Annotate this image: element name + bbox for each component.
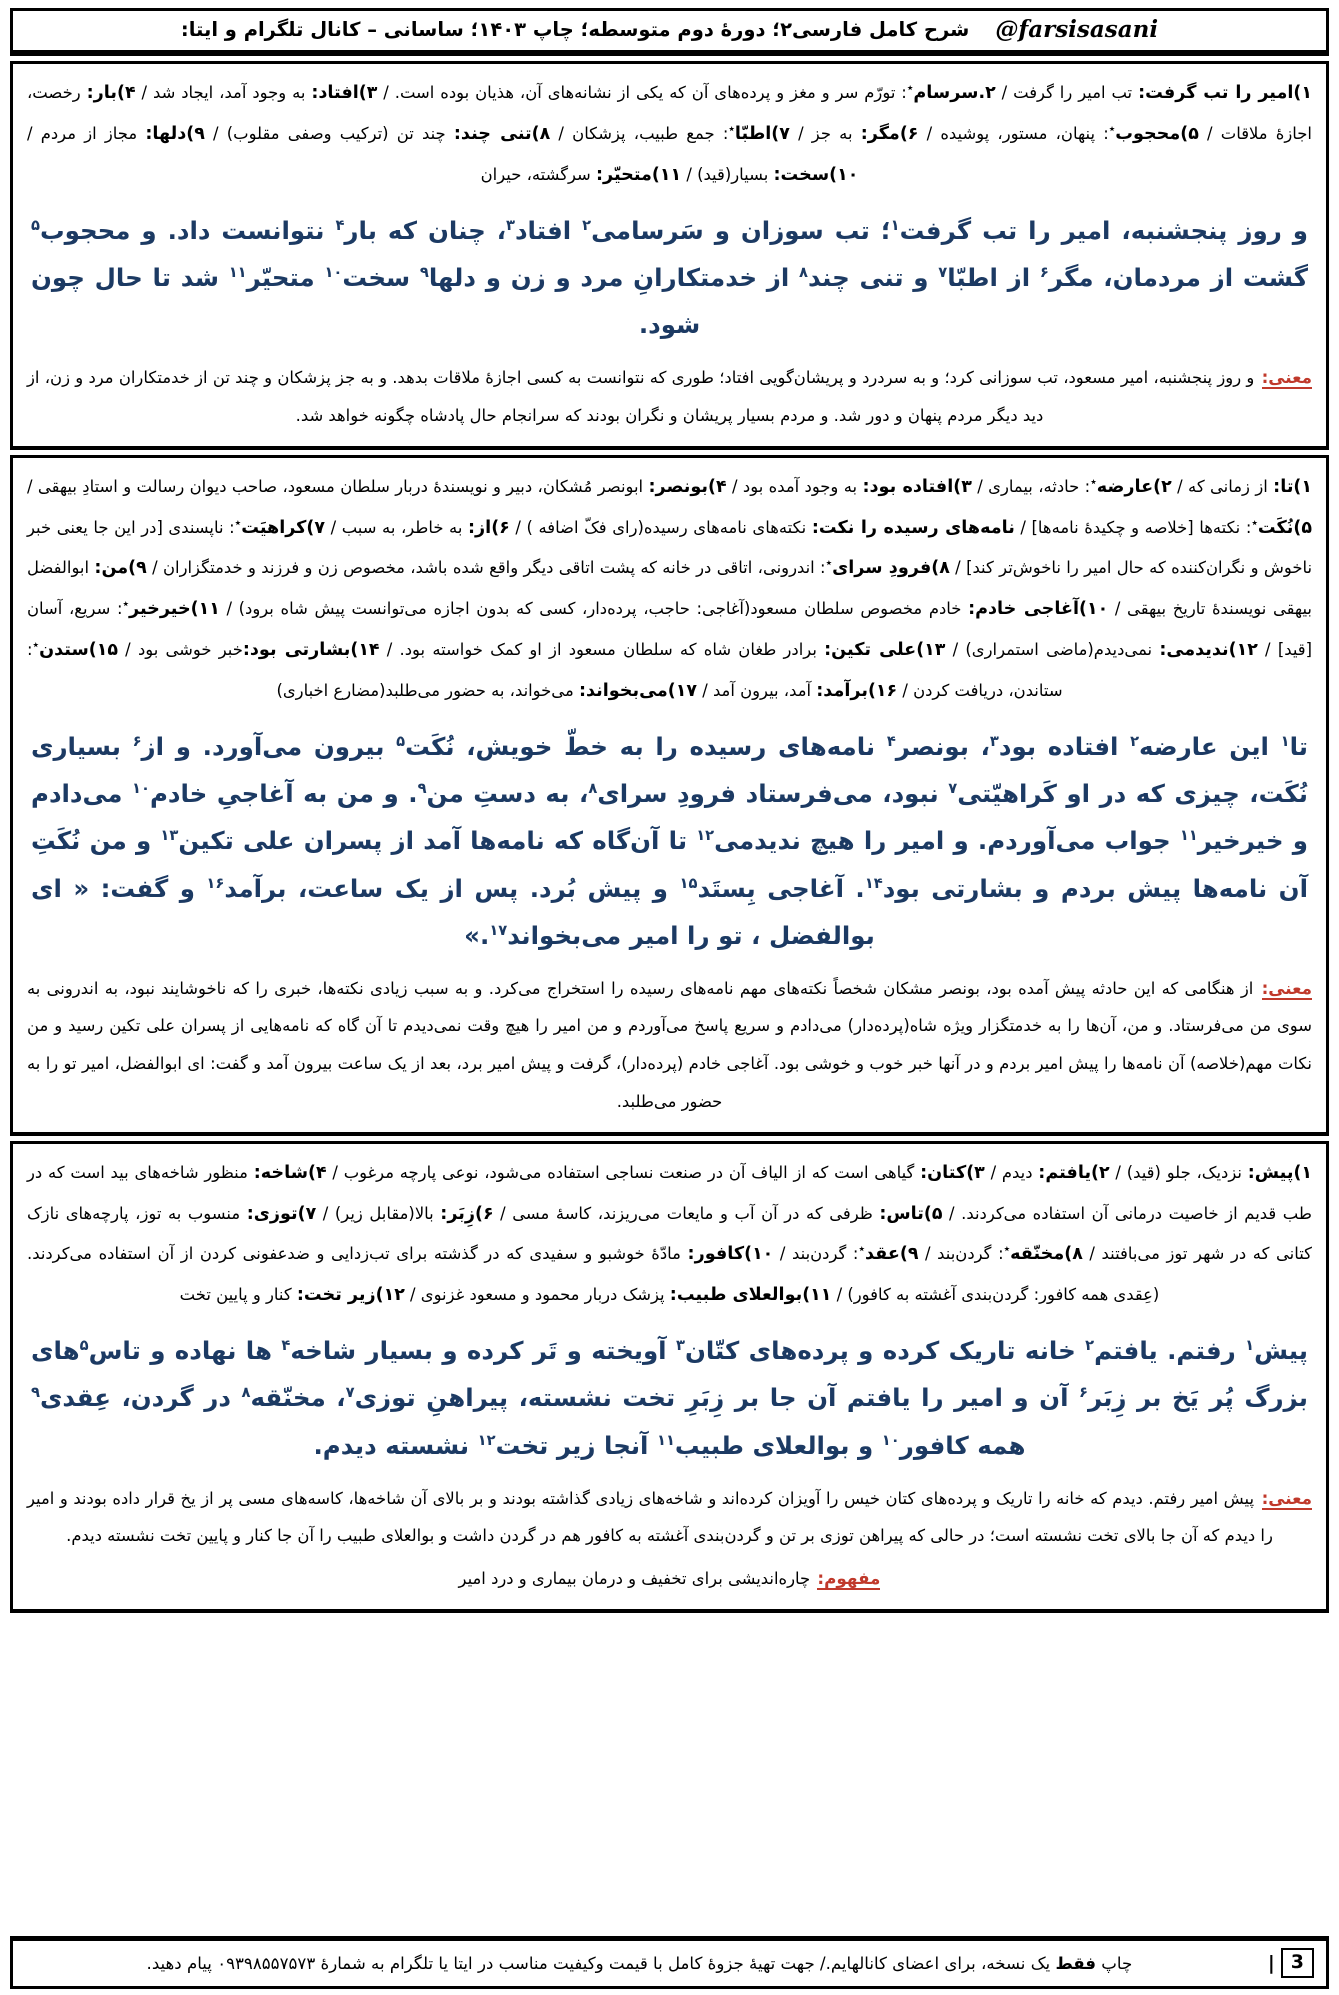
gloss-definition: : گردن‌بند	[792, 1244, 859, 1264]
verse-text-2: تا$^۱$ این عارضه$^۲$ افتاده بود$^۳$، بونصر$^۴$ نامه‌های رسیده را به خطّ خویش، نُکَت$^۵$ بیرون می‌آورد. و از$^۶$ بسیاری نُکَت، چیزی که در او کَراهیّتی$^۷$ نبود، می‌فرستاد فرودِ سرای$^۸$، به دستِ من$^۹$. و من به آغاجیِ خادم$^{۱۰}$ می‌دادم و خیرخیر$^{۱۱}$ جواب می‌آوردم. و امیر را هیچ ندیدمی$^{۱۲}$ تا آن‌گاه که نامه‌ها آمد از پسران علی تکین$^{۱۳}$ و من نُکَتِ آن نامه‌ها پیش بردم و بشارتی بود$^{۱۴}$. آغاجی بِستَد$^{۱۵}$ و پیش بُرد. پس از یک ساعت، برآمد$^{۱۶}$ و گفت: « ای بوالفضل ، تو را امیر می‌بخواند$^{۱۷}$.»	[31, 732, 1309, 950]
meaning-label: معنی:	[1261, 1487, 1312, 1508]
gloss-list-2	[27, 467, 1312, 713]
verse-text-3: پیش$^۱$ رفتم. یافتم$^۲$ خانه تاریک کرده و پرده‌های کتّان$^۳$ آویخته و تَر کرده و بسیار شاخه$^۴$ ها نهاده و تاس$^۵$های بزرگ پُر یَخ بر زِبَر$^۶$ آن و امیر را یافتم آن جا بر زِبَرِ تخت نشسته، پیراهنِ توزی$^۷$، مخنّقه$^۸$ در گردن، عِقدی$^۹$ همه کافور$^{۱۰}$ و بوالعلای طبیب$^{۱۱}$ آنجا زیر تخت$^{۱۲}$ نشسته دیدم.	[31, 1336, 1308, 1460]
verse-footnote-marker: ۲	[1130, 733, 1140, 751]
gloss-headword: خیرخیر	[129, 599, 191, 620]
gloss-definition: چند تن (ترکیب وصفی مقلوب)	[226, 123, 454, 143]
gloss-item	[526, 518, 1014, 537]
gloss-headword: کراهیَت	[241, 517, 307, 538]
gloss-headword: سخت:	[773, 164, 830, 185]
meaning-block-3	[27, 1479, 1312, 1555]
gloss-star-marker: ٭	[1003, 1242, 1011, 1257]
gloss-definition: خبر خوشی بود	[137, 640, 243, 660]
verse-footnote-marker: ۲	[1085, 1337, 1095, 1355]
gloss-item	[792, 1244, 918, 1263]
gloss-definition: : گردن‌بند	[937, 1244, 1004, 1264]
gloss-star-marker: ٭	[234, 515, 242, 530]
gloss-separator: /	[326, 1162, 344, 1182]
gloss-definition: کنار و پایین تخت	[179, 1285, 297, 1305]
gloss-definition: : ناپسندی [در این جا یعنی خبر ناخوش و نگران‌کننده که حال امیر را ناخوش‌تر کند]	[27, 517, 1313, 578]
gloss-headword: بوالعلای طبیب:	[669, 1285, 803, 1306]
gloss-item	[988, 474, 1172, 497]
gloss-item	[743, 477, 972, 496]
gloss-headword: عارضه	[1096, 476, 1154, 497]
gloss-definition: به خاطر، به سبب	[341, 517, 468, 537]
gloss-number: ۵)	[923, 1203, 943, 1224]
gloss-separator: /	[117, 640, 138, 660]
gloss-number: ۳)	[966, 1162, 985, 1183]
gloss-item	[1127, 1163, 1312, 1182]
gloss-number: ۳)	[953, 476, 972, 497]
gloss-definition: مادّهٔ خوشبو و سفیدی که در گذشته برای تب‌زدایی و ضدعفونی کردن از آن استفاده می‌کردند.(عِقدی همه کافور: گردن‌بندی آغشته به کافور)	[27, 1244, 1160, 1305]
gloss-number: ۷)	[306, 517, 325, 538]
gloss-item	[153, 83, 377, 102]
gloss-number: ۶)	[475, 1203, 494, 1224]
gloss-number: ۸)	[1064, 1244, 1083, 1265]
gloss-number: ۵)	[1293, 517, 1312, 538]
gloss-item	[512, 1204, 942, 1223]
gloss-definition: ابوالفضل بیهقی نویسندهٔ تاریخ بیهقی	[27, 558, 1312, 619]
gloss-headword: زِبَر:	[440, 1203, 476, 1224]
gloss-definition: می‌خواند، به حضور می‌طلبد(مضارع اخباری)	[276, 681, 579, 701]
gloss-item	[812, 124, 919, 143]
footer-note-part1: چاپ	[1096, 1953, 1133, 1973]
gloss-headword: پیش:	[1247, 1162, 1294, 1183]
gloss-headword: دلها:	[145, 123, 187, 144]
gloss-number: ۱۰)	[744, 1244, 774, 1265]
verse-footnote-marker: ۱۳	[160, 827, 179, 845]
gloss-separator: /	[918, 123, 941, 143]
gloss-item	[940, 121, 1199, 144]
gloss-number: ۹)	[899, 1244, 919, 1265]
footer-note-emphasis: فقط	[1055, 1953, 1097, 1973]
gloss-separator: /	[219, 599, 239, 619]
concept-block-3	[27, 1559, 1312, 1598]
gloss-item	[180, 1285, 405, 1304]
gloss-item	[400, 640, 946, 659]
page-footer	[10, 1936, 1329, 1989]
verse-footnote-marker: ۱۱	[228, 263, 247, 281]
gloss-item	[41, 124, 205, 143]
gloss-headword: نامه‌های رسیده را نکت:	[811, 517, 1015, 538]
gloss-definition: برادر طغان شاه که سلطان مسعود از او کمک خواسته بود.	[399, 640, 825, 660]
verse-footnote-marker: ۱	[890, 216, 900, 234]
gloss-definition: گیاهی است که از الیاف آن در صنعت نساجی استفاده می‌شود، نوعی پارچه مرغوب	[343, 1162, 921, 1182]
gloss-separator: /	[789, 123, 812, 143]
verse-footnote-marker: ۱۷	[489, 921, 508, 939]
gloss-item	[335, 1204, 494, 1223]
gloss-headword: یافتم:	[1038, 1162, 1092, 1183]
gloss-definition: خادم مخصوص سلطان مسعود(آغاجی: حاجب، پرده‌دار، کسی که بدون اجازه می‌توانست پیش شاه برود)	[238, 599, 969, 619]
gloss-list-1	[27, 73, 1312, 196]
gloss-number: ۱۰)	[1079, 599, 1109, 620]
gloss-definition: : ستاندن، دریافت کردن	[27, 640, 1063, 701]
verse-footnote-marker: ۶	[1039, 263, 1049, 281]
gloss-headword: متحیّر:	[596, 164, 652, 185]
verse-footnote-marker: ۶	[1079, 1384, 1088, 1402]
gloss-number: ۱۳)	[916, 640, 946, 661]
gloss-separator: /	[316, 1203, 335, 1223]
meaning-block-2	[27, 969, 1312, 1121]
gloss-headword: تاس:	[879, 1203, 924, 1224]
gloss-definition: منظور شاخه‌های بید است که در طب قدیم از خاصیت درمانی آن استفاده می‌کردند.	[27, 1162, 1312, 1223]
gloss-headword: امیر را تب گرفت:	[1138, 83, 1294, 103]
meaning-text: از هنگامی که این حادثه پیش آمده بود، بونصر مشکان شخصاً نکته‌های مهم نامه‌های رسیده را استخراج می‌کرد. و به سبب زیادی نکته‌ها، خبری را که ناخوشایند نبود، به اندرونی به سوی من می‌فرستاد. و من، آن‌ها را به خدمتگزار ویژه شاه(پرده‌دار) می‌دادم و سریع پاسخ می‌آوردم و من امیر را هیچ وقت نمی‌دیدم تا آن گاه که نامه‌هایی از پسران علی تکین رسید و من نکات مهم(خلاصه) آن نامه‌ها را پیش امیر بردم و در آنها خبر خوب و خوشی بود. آغاجی خادم (پرده‌دار)، گرفت و پیش امیر برد، بعد از یک ساعت بیرون آمد و گفت: ای ابوالفضل، امیر تو را به حضور می‌طلبد.	[27, 978, 1312, 1111]
concept-text: چاره‌اندیشی برای تخفیف و درمان بیماری و درد امیر	[458, 1569, 816, 1589]
gloss-item	[713, 681, 897, 700]
gloss-list-3	[27, 1153, 1312, 1317]
gloss-separator: /	[27, 123, 41, 143]
verse-footnote-marker: ۵	[79, 1337, 89, 1355]
gloss-definition: منسوب به توز، پارچه‌های نازک کتانی که در شهر توز می‌بافتند	[27, 1203, 1312, 1264]
gloss-definition: به وجود آمده بود	[742, 476, 863, 496]
verse-footnote-marker: ۵	[396, 733, 406, 751]
gloss-definition: به جز	[811, 123, 861, 143]
gloss-headword: آغاجی خادم:	[968, 599, 1080, 620]
gloss-separator: /	[773, 1244, 793, 1264]
gloss-item	[697, 165, 858, 184]
gloss-headword: مگر:	[860, 123, 900, 144]
verse-footnote-marker: ۱۰	[881, 1431, 900, 1449]
meaning-block-1	[27, 358, 1312, 434]
gloss-number: ۲.	[978, 83, 996, 103]
footer-note	[25, 1954, 1254, 1973]
lesson-section-1	[10, 61, 1329, 450]
gloss-headword: عقد	[865, 1244, 900, 1265]
gloss-number: ۱۱)	[190, 599, 220, 620]
page-number: 3	[1281, 1948, 1314, 1978]
gloss-separator: /	[204, 123, 227, 143]
gloss-separator: /	[995, 83, 1014, 102]
gloss-star-marker: ٭	[906, 80, 914, 95]
gloss-item	[572, 121, 790, 144]
page-number-separator: |	[1267, 1952, 1275, 1974]
gloss-separator: /	[1198, 123, 1221, 143]
meaning-label: معنی:	[1261, 367, 1312, 388]
verse-footnote-marker: ۱	[1245, 1337, 1255, 1355]
gloss-headword: برآمد:	[816, 681, 868, 702]
gloss-number: ۱۷)	[667, 681, 697, 702]
gloss-headword: کتان:	[920, 1162, 967, 1183]
gloss-headword: افتاده بود:	[862, 476, 954, 497]
verse-footnote-marker: ۲	[582, 216, 592, 234]
page-number-group	[1268, 1948, 1314, 1978]
gloss-definition: بالا(مقابل زیر)	[334, 1203, 441, 1223]
verse-footnote-marker: ۴	[886, 733, 896, 751]
gloss-headword: ستدن	[39, 640, 89, 661]
meaning-text: و روز پنجشنبه، امیر مسعود، تب سوزانی کرد؛ و به سردرد و پریشان‌گویی افتاد؛ طوری که نتوانست به کسی اجازهٔ ملاقات بدهد. و به جز پزشکان و چند تن از خدمتکاران مرد و زن، از دید دیگر مردم پنهان و دور شد. و مردم بسیار پریشان و نگران بودند که سرانجام حال پادشاه چگونه خواهد شد.	[27, 368, 1260, 425]
gloss-star-marker: ٭	[728, 121, 735, 136]
gloss-number: ۳)	[358, 83, 378, 103]
concept-label: مفهوم:	[817, 1568, 881, 1589]
gloss-definition: آمد، بیرون آمد	[712, 681, 817, 701]
gloss-separator: /	[1082, 1244, 1102, 1264]
gloss-definition: : جمع طبیب، پزشکان	[572, 123, 729, 143]
gloss-number: ۸)	[931, 558, 950, 579]
gloss-number: ۲)	[1153, 476, 1172, 497]
gloss-headword: تنی چند:	[453, 123, 532, 144]
verse-footnote-marker: ۱۰	[324, 263, 343, 281]
lesson-section-2	[10, 455, 1329, 1136]
gloss-definition: دیدم	[1001, 1162, 1039, 1182]
gloss-number: ۱)	[1293, 83, 1312, 103]
verse-footnote-marker: ۱۲	[696, 827, 715, 845]
gloss-separator: /	[1109, 1162, 1127, 1182]
verse-footnote-marker: ۱۶	[206, 874, 225, 892]
page-title: شرح کامل فارسی۲؛ دورهٔ دوم متوسطه؛ چاپ ۱۴۰۳؛ ساسانی – کانال تلگرام و ایتا:	[180, 18, 970, 41]
gloss-headword: توزی:	[246, 1203, 298, 1224]
gloss-headword: تا:	[1273, 476, 1294, 497]
gloss-separator: /	[681, 164, 698, 184]
gloss-star-marker: ٭	[1251, 515, 1258, 530]
gloss-separator: /	[493, 1203, 513, 1223]
verse-footnote-marker: ۴	[281, 1337, 291, 1355]
gloss-item	[163, 558, 950, 577]
gloss-star-marker: ٭	[32, 637, 40, 652]
gloss-headword: نُکَت	[1257, 517, 1294, 538]
gloss-separator: /	[146, 558, 163, 578]
gloss-number: ۸)	[531, 123, 551, 144]
gloss-star-marker: ٭	[122, 597, 130, 611]
gloss-separator: /	[377, 83, 395, 102]
verse-footnote-marker: ۹	[419, 263, 429, 281]
verse-text-1: و روز پنجشنبه، امیر را تب گرفت$^۱$؛ تب سوزان و سَرسامی$^۲$ افتاد$^۳$، چنان که بار$^۴$ نتوانست داد. و محجوب$^۵$ گشت از مردمان، مگر$^۶$ از اطبّا$^۷$ و تنی چند$^۸$ از خدمتکارانِ مرد و زن و دلها$^۹$ سخت$^{۱۰}$ متحیّر$^{۱۱}$ شد تا حال چون شود.	[31, 215, 1308, 340]
gloss-number: ۱۶)	[867, 681, 898, 702]
verse-footnote-marker: ۷	[938, 263, 948, 281]
verse-footnote-marker: ۱۰	[132, 780, 150, 798]
gloss-headword: بونصر:	[648, 476, 709, 497]
verse-footnote-marker: ۴	[335, 216, 345, 234]
verse-footnote-marker: ۹	[417, 780, 427, 798]
gloss-headword: محجوب	[1115, 123, 1181, 144]
gloss-headword: سرسام	[913, 83, 979, 103]
gloss-item	[965, 640, 1257, 659]
gloss-definition: پزشک دربار محمود و مسعود غزنوی	[420, 1285, 670, 1305]
gloss-item	[38, 477, 727, 496]
gloss-number: ۱۱)	[802, 1285, 832, 1306]
gloss-number: ۹)	[186, 123, 205, 144]
gloss-item	[138, 640, 380, 659]
gloss-separator: /	[1171, 476, 1189, 496]
gloss-definition: نمی‌دیدم(ماضی استمراری)	[965, 640, 1160, 660]
verse-footnote-marker: ۷	[345, 1384, 355, 1402]
gloss-definition: ابونصر مُشکان، دبیر و نویسندهٔ دربار سلطان مسعود، صاحب دیوان رسالت و استادِ بیهقی	[37, 476, 649, 496]
verse-footnote-marker: ۸	[588, 780, 598, 798]
page-header	[10, 8, 1329, 56]
gloss-definition: بسیار(قید)	[697, 164, 774, 184]
gloss-separator: /	[1014, 517, 1032, 537]
verse-footnote-marker: ۳	[989, 733, 999, 751]
gloss-headword: علی تکین:	[824, 640, 917, 661]
meaning-text: پیش امیر رفتم. دیدم که خانه را تاریک و پرده‌های کتان خیس را آویزان کرده‌اند و شاخه‌های زیادی گذاشته بودند و بر بالای آن شاخه‌ها، کاسه‌های مسی پر از یخ قرار داده بودند و امیر را دیدم که آن جا بالای تخت نشسته است؛ در حالی که پیراهن توزی بر تن و گردن‌بندی آغشته به کافور هم در گردن داشت و بوالعلای طبیب را آن جا کنار و پایین تخت نشسته دیدم.	[27, 1488, 1273, 1546]
gloss-headword: اطبّا	[734, 123, 772, 144]
verse-footnote-marker: ۱۴	[864, 874, 883, 892]
verse-footnote-marker: ۱۱	[656, 1431, 675, 1449]
gloss-number: ۴)	[308, 1162, 327, 1183]
gloss-separator: /	[945, 640, 966, 660]
gloss-separator: /	[27, 476, 38, 496]
gloss-definition: : پنهان، مستور، پوشیده	[940, 123, 1109, 143]
gloss-number: ۷)	[297, 1203, 317, 1224]
gloss-number: ۱۲)	[375, 1285, 405, 1306]
gloss-number: ۱۰)	[829, 164, 859, 185]
gloss-number: ۷)	[771, 123, 790, 144]
gloss-headword: بار:	[86, 83, 117, 103]
gloss-definition: نکته‌های نامه‌های رسیده(رای فکّ اضافه )	[526, 517, 812, 537]
gloss-number: ۹)	[128, 558, 147, 579]
lesson-section-3	[10, 1141, 1329, 1613]
verse-footnote-marker: ۱	[1280, 733, 1290, 751]
gloss-separator: /	[135, 83, 153, 102]
gloss-separator: /	[831, 1285, 848, 1305]
gloss-number: ۱)	[1293, 1162, 1313, 1183]
gloss-headword: ندیدمی:	[1159, 640, 1229, 661]
gloss-separator: /	[1108, 599, 1128, 619]
gloss-definition: : اندرونی، اتاقی در خانه که پشت اتاقی دیگر واقع شده باشد، مخصوص زن و فرزند و خدمتگزاران	[162, 558, 826, 578]
gloss-headword: شاخه:	[253, 1162, 308, 1183]
gloss-definition: به وجود آمد، ایجاد شد	[152, 83, 312, 102]
verse-footnote-marker: ۵	[31, 216, 40, 234]
gloss-separator: /	[550, 123, 573, 143]
verse-footnote-marker: ۳	[675, 1337, 685, 1355]
gloss-separator: /	[696, 681, 713, 701]
gloss-item	[1013, 83, 1312, 102]
gloss-definition: : نکته‌ها [خلاصه و چکیدهٔ نامه‌ها]	[1031, 517, 1252, 537]
verse-footnote-marker: ۳	[506, 216, 515, 234]
gloss-separator: /	[984, 1162, 1002, 1182]
gloss-star-marker: ٭	[1108, 121, 1116, 136]
gloss-item	[937, 1244, 1083, 1263]
gloss-separator: /	[918, 1244, 938, 1264]
gloss-headword: بشارتی بود:	[242, 640, 351, 661]
gloss-number: ۶)	[899, 123, 919, 144]
gloss-definition: : حادثه، بیماری	[988, 476, 1091, 496]
gloss-number: ۱)	[1293, 476, 1312, 497]
gloss-number: ۴)	[708, 476, 727, 497]
gloss-number: ۲)	[1091, 1162, 1110, 1183]
gloss-number: ۱۱)	[651, 164, 682, 185]
gloss-definition: ظرفی که در آن آب و مایعات می‌ریزند، کاسهٔ مسی	[512, 1203, 880, 1223]
gloss-separator: /	[897, 681, 914, 701]
verse-footnote-marker: ۷	[948, 780, 958, 798]
gloss-separator: /	[509, 517, 527, 537]
gloss-item	[394, 80, 996, 103]
gloss-headword: زیر تخت:	[296, 1285, 376, 1306]
verse-footnote-marker: ۸	[799, 263, 808, 281]
gloss-star-marker: ٭	[825, 556, 833, 571]
gloss-item	[239, 599, 1109, 618]
gloss-headword: من:	[94, 558, 129, 579]
gloss-separator: /	[971, 476, 989, 496]
gloss-definition: : تورّم سر و مغز و پرده‌های آن که یکی از نشانه‌های آن، هذیان بوده است.	[394, 83, 907, 102]
gloss-number: ۱۴)	[350, 640, 380, 661]
gloss-headword: می‌بخواند:	[578, 681, 668, 702]
gloss-headword: از:	[468, 517, 492, 538]
gloss-separator: /	[404, 1285, 421, 1305]
gloss-separator: /	[379, 640, 400, 660]
gloss-item	[481, 165, 681, 184]
gloss-headword: مخنّقه	[1010, 1244, 1065, 1265]
gloss-item	[1188, 477, 1312, 496]
gloss-item	[227, 124, 550, 143]
gloss-definition: از زمانی که	[1188, 476, 1274, 496]
gloss-item	[342, 518, 510, 537]
gloss-item	[1002, 1163, 1110, 1182]
gloss-number: ۱۵)	[88, 640, 118, 661]
gloss-headword: کافور:	[687, 1244, 745, 1265]
gloss-number: ۱۲)	[1228, 640, 1258, 661]
gloss-item	[421, 1285, 832, 1304]
gloss-definition: مجاز از مردم	[40, 123, 146, 143]
gloss-item	[344, 1163, 985, 1182]
gloss-number: ۶)	[491, 517, 510, 538]
footer-note-part2: یک نسخه، برای اعضای کانالهایم./ جهت تهیهٔ جزوهٔ کامل با قیمت وکیفیت مناسب در ایتا یا تلگرام به شمارهٔ ۰۹۳۹۸۵۵۷۵۷۳ پیام دهید.	[146, 1953, 1056, 1973]
verse-footnote-marker: ۹	[31, 1384, 40, 1402]
verse-footnote-marker: ۸	[241, 1384, 251, 1402]
gloss-separator: /	[1257, 640, 1278, 660]
gloss-separator: /	[949, 558, 967, 578]
gloss-item	[276, 681, 697, 700]
gloss-separator: /	[325, 517, 342, 537]
telegram-handle: @farsisasani	[995, 16, 1159, 43]
gloss-number: ۴)	[116, 83, 136, 103]
gloss-star-marker: ٭	[858, 1242, 865, 1257]
verse-footnote-marker: ۱۵	[679, 874, 698, 892]
gloss-definition: سرگشته، حیران	[480, 164, 596, 184]
verse-footnote-marker: ۱۱	[1179, 827, 1198, 845]
gloss-separator: /	[942, 1203, 962, 1223]
gloss-definition: تب امیر را گرفت	[1013, 83, 1139, 102]
gloss-definition: : سریع، آسان [قید]	[27, 599, 1313, 660]
gloss-definition: رخصت، اجازهٔ ملاقات	[27, 83, 1312, 143]
gloss-star-marker: ٭	[1090, 474, 1097, 489]
verse-footnote-marker: ۱۲	[477, 1431, 496, 1449]
verse-footnote-marker: ۶	[132, 733, 142, 751]
gloss-headword: افتاد:	[311, 83, 359, 103]
gloss-headword: فرودِ سرای	[832, 558, 932, 579]
gloss-separator: /	[726, 476, 743, 496]
gloss-definition: نزدیک، جلو (قید)	[1126, 1162, 1248, 1182]
gloss-item	[1031, 515, 1312, 538]
meaning-label: معنی:	[1261, 977, 1312, 998]
gloss-number: ۵)	[1180, 123, 1199, 144]
